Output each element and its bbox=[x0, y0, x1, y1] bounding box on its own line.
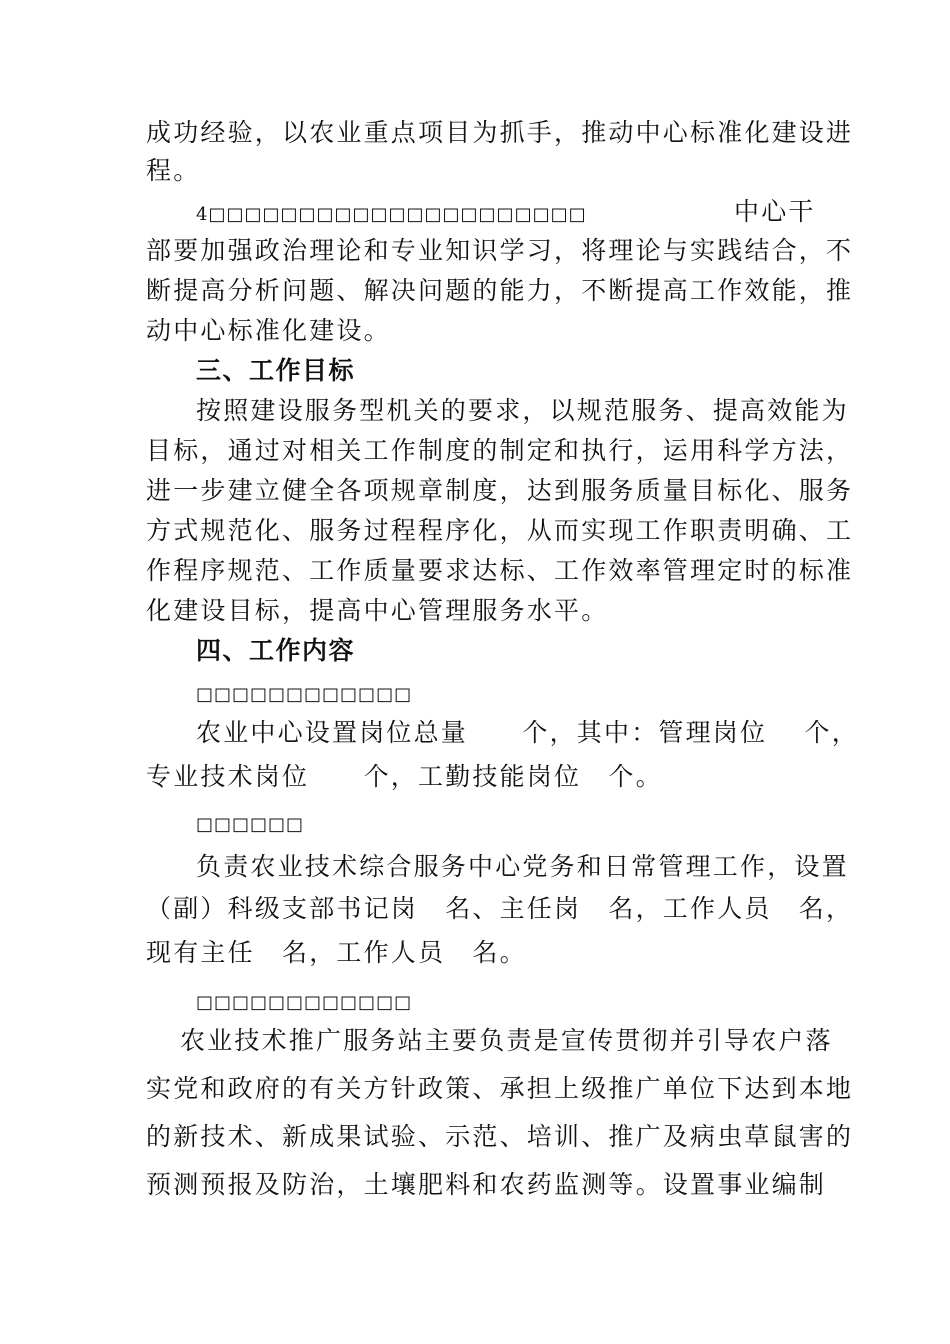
paragraph-line: 现有主任 名，工作人员 名。 bbox=[146, 938, 527, 967]
paragraph-line: 化建设目标，提高中心管理服务水平。 bbox=[146, 596, 609, 625]
paragraph-line: 程。 bbox=[146, 156, 201, 185]
paragraph-line: 作程序规范、工作质量要求达标、工作效率管理定时的标准 bbox=[146, 556, 854, 585]
subheading-garbled: □□□□□□ bbox=[196, 814, 305, 835]
section-heading: 四、工作内容 bbox=[196, 636, 356, 665]
paragraph-line: 目标，通过对相关工作制度的制定和执行，运用科学方法， bbox=[146, 436, 854, 465]
paragraph-line: 实党和政府的有关方针政策、承担上级推广单位下达到本地 bbox=[146, 1074, 854, 1103]
paragraph-line: 部要加强政治理论和专业知识学习，将理论与实践结合，不 bbox=[146, 236, 854, 265]
subheading-garbled: 4□□□□□□□□□□□□□□□□□□□□□ bbox=[196, 204, 587, 225]
paragraph-line: 方式规范化、服务过程程序化，从而实现工作职责明确、工 bbox=[146, 516, 854, 545]
paragraph-line: 断提高分析问题、解决问题的能力，不断提高工作效能，推 bbox=[146, 276, 854, 305]
paragraph-line: 中心干 bbox=[734, 197, 816, 226]
paragraph-line: 预测预报及防治，土壤肥料和农药监测等。设置事业编制 bbox=[146, 1170, 827, 1199]
subheading-garbled: □□□□□□□□□□□□ bbox=[196, 992, 413, 1013]
paragraph-line: 农业中心设置岗位总量 个，其中：管理岗位 个， bbox=[196, 718, 859, 747]
paragraph-line: 按照建设服务型机关的要求，以规范服务、提高效能为 bbox=[196, 396, 849, 425]
paragraph-line: 农业技术推广服务站主要负责是宣传贯彻并引导农户落 bbox=[180, 1026, 833, 1055]
paragraph-line: 成功经验，以农业重点项目为抓手，推动中心标准化建设进 bbox=[146, 118, 854, 147]
subheading-garbled: □□□□□□□□□□□□ bbox=[196, 684, 413, 705]
paragraph-line: 进一步建立健全各项规章制度，达到服务质量目标化、服务 bbox=[146, 476, 854, 505]
paragraph-line: 专业技术岗位 个，工勤技能岗位 个。 bbox=[146, 762, 663, 791]
section-heading: 三、工作目标 bbox=[196, 356, 356, 385]
paragraph-line: 动中心标准化建设。 bbox=[146, 316, 391, 345]
paragraph-line: 负责农业技术综合服务中心党务和日常管理工作，设置 bbox=[196, 852, 849, 881]
paragraph-line: （副）科级支部书记岗 名、主任岗 名，工作人员 名， bbox=[146, 894, 854, 923]
paragraph-line: 的新技术、新成果试验、示范、培训、推广及病虫草鼠害的 bbox=[146, 1122, 854, 1151]
